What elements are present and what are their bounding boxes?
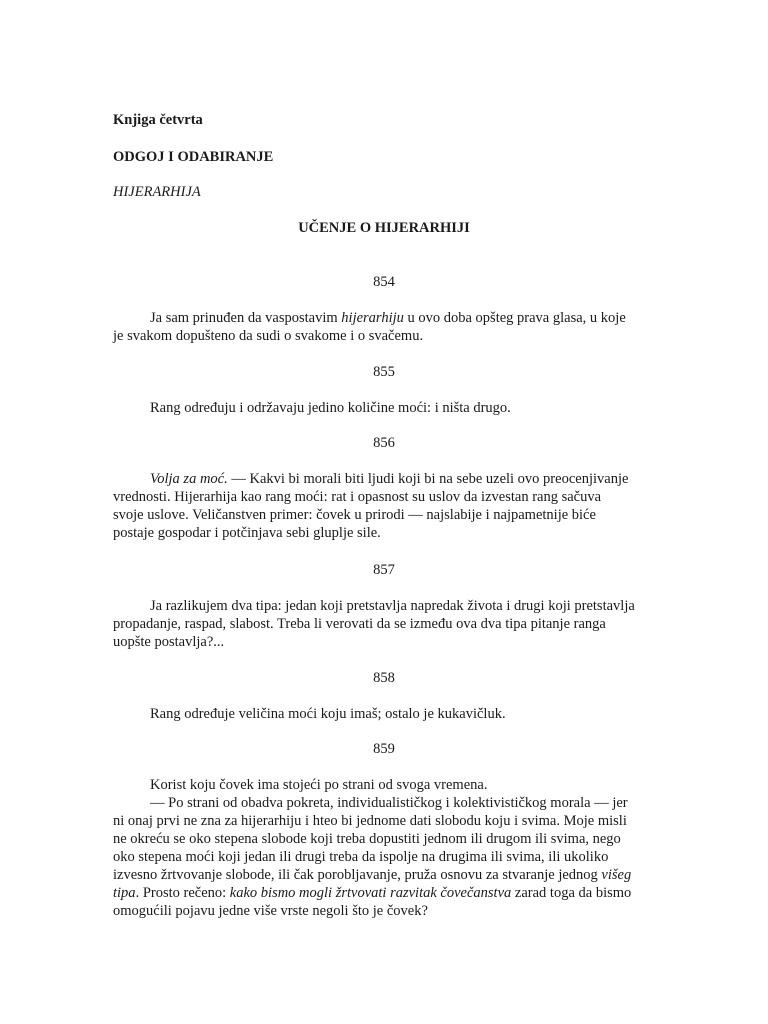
text-line: Rang određuju i održavaju jedino količine moći: i ništa drugo. <box>150 400 511 416</box>
part-heading: ODGOJ I ODABIRANJE <box>113 149 274 165</box>
emphasis-run: tipa <box>113 885 136 901</box>
text-line: Ja razlikujem dva tipa: jedan koji pretstavlja napredak života i drugi koji pretstavlja <box>150 598 635 614</box>
emphasis-run: Volja za moć. <box>150 471 228 487</box>
text-line: vrednosti. Hijerarhija kao rang moći: rat i opasnost su uslov da izvestan rang sačuva <box>113 489 602 505</box>
text-line: propadanje, raspad, slabost. Treba li verovati da se između ova dva tipa pitanje ranga <box>113 616 606 632</box>
chapter-title: UČENJE O HIJERARHIJI <box>298 220 470 236</box>
text-line: uopšte postavlja?... <box>113 634 225 650</box>
text-line: postaje gospodar i potčinjava sebi gluplje sile. <box>113 525 381 541</box>
text-line <box>113 470 658 488</box>
text-run: Ja sam prinuđen da vaspostavim <box>150 310 342 326</box>
text-line: omogućili pojavu jedne više vrste negoli što je čovek? <box>113 903 428 919</box>
text-line: svoje uslove. Veličanstven primer: čovek u prirodi — najslabije i najpametnije biće <box>113 507 596 523</box>
aphorism-number: 856 <box>373 435 395 451</box>
text-run: — Kakvi bi morali biti ljudi koji bi na sebe uzeli ovo preocenjivanje <box>227 471 629 487</box>
aphorism-number: 858 <box>373 670 395 686</box>
aphorism-number: 854 <box>373 274 395 290</box>
text-line: oko stepena moći koji jedan ili drugi treba da ispolje na drugima ili svima, ili ukoliko <box>113 849 609 865</box>
aphorism-text <box>113 705 658 723</box>
aphorism-text <box>113 470 658 542</box>
emphasis-run: kako bismo mogli žrtvovati razvitak čovečanstva <box>229 885 512 901</box>
text-run: u ovo doba opšteg prava glasa, u koje <box>403 310 626 326</box>
emphasis-run: hijerarhiju <box>341 310 404 326</box>
aphorism-text <box>113 399 658 417</box>
text-line: — Po strani od obadva pokreta, individualističkog i kolektivističkog morala — jer <box>150 795 628 811</box>
text-run: . Prosto rečeno: <box>135 885 230 901</box>
emphasis-run: višeg <box>601 867 632 883</box>
aphorism-number: 855 <box>373 364 395 380</box>
aphorism-text <box>113 776 658 920</box>
text-line: Rang određuje veličina moći koju imaš; ostalo je kukavičluk. <box>150 706 506 722</box>
text-run: izvesno žrtvovanje slobode, ili čak porobljavanje, pruža osnovu za stvaranje jednog <box>113 867 602 883</box>
text-line <box>113 309 658 327</box>
aphorism-text <box>113 309 658 345</box>
aphorism-text <box>113 597 658 651</box>
text-line: je svakom dopušteno da sudi o svakome i o svačemu. <box>113 328 424 344</box>
text-line: ni onaj prvi ne zna za hijerarhiju i hteo bi jednome dati slobodu koju i svima. Moje misli <box>113 813 627 829</box>
text-run: zarad toga da bismo <box>511 885 632 901</box>
text-line <box>113 884 658 902</box>
section-heading: HIJERARHIJA <box>113 184 201 200</box>
aphorism-number: 859 <box>373 741 395 757</box>
text-line: ne okreću se oko stepena slobode koji treba dopustiti jednom ili drugom ili svima, nego <box>113 831 621 847</box>
aphorism-number: 857 <box>373 562 395 578</box>
book-heading: Knjiga četvrta <box>113 112 203 128</box>
text-line: Korist koju čovek ima stojeći po strani od svoga vremena. <box>150 777 488 793</box>
text-line <box>113 866 658 884</box>
